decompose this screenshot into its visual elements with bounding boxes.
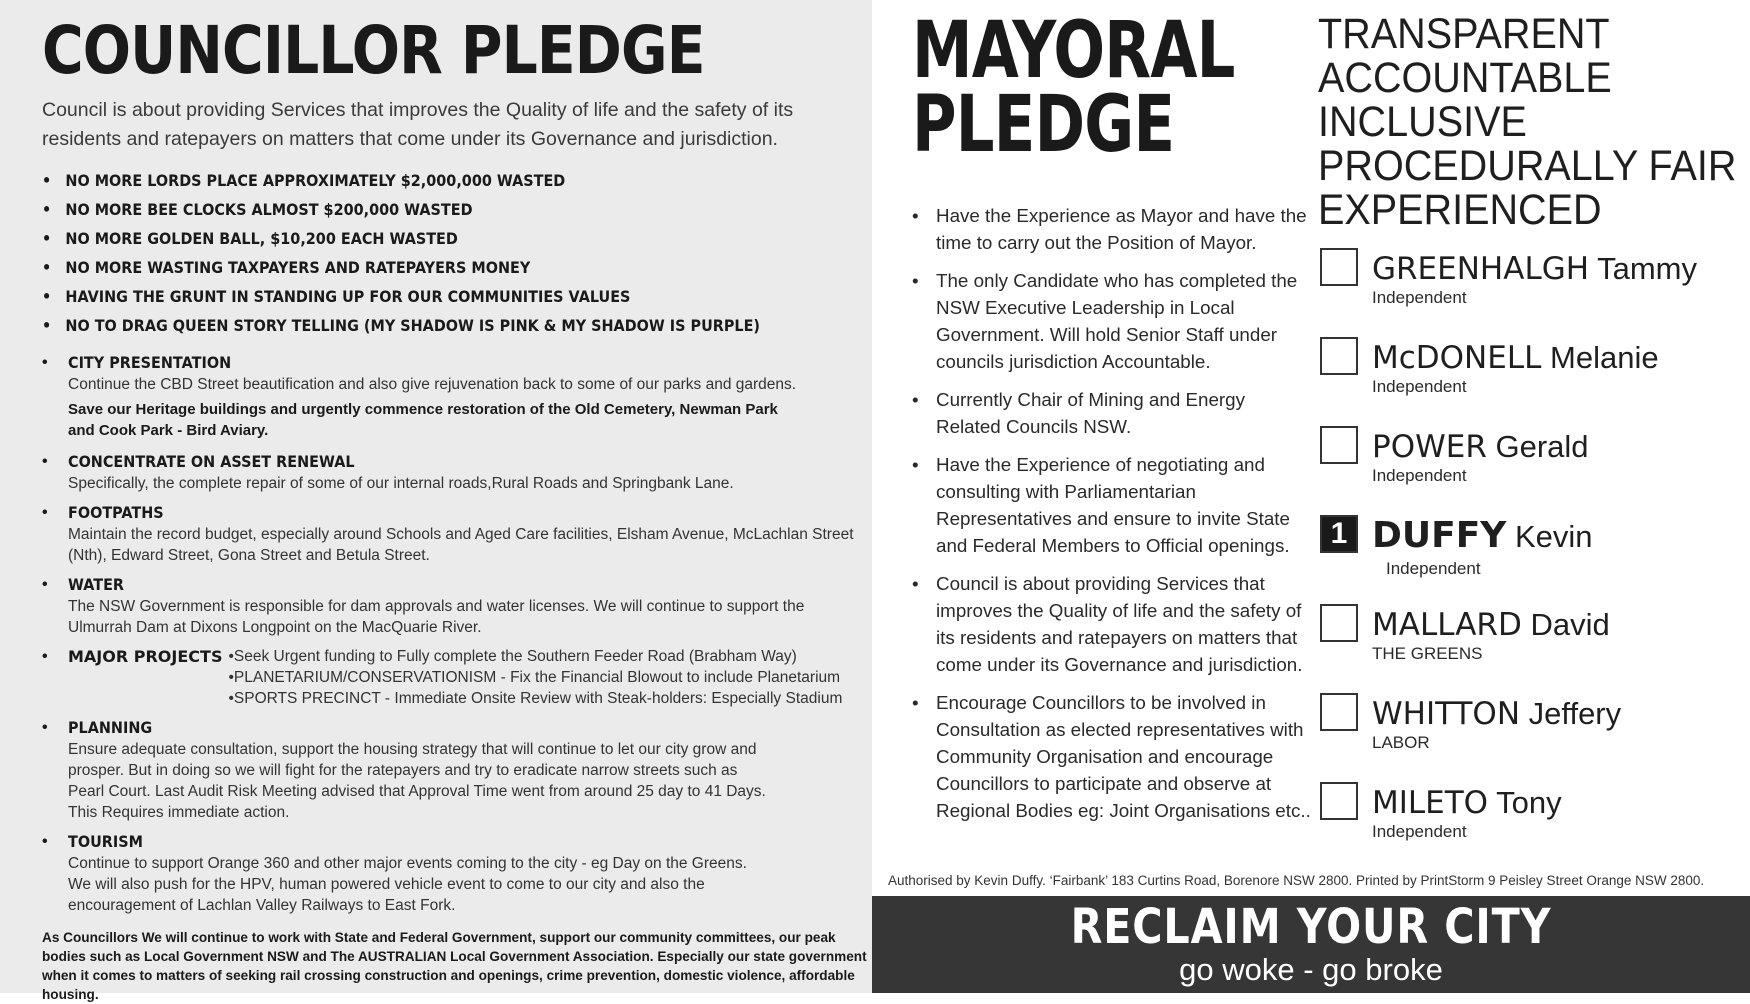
project-item: • Seek Urgent funding to Fully complete the Southern Feeder Road (Brabham Way) bbox=[228, 646, 842, 667]
mayoral-point: • Have the Experience as Mayor and have the time to carry out the Position of Mayor. bbox=[912, 202, 1312, 256]
candidate-row-selected bbox=[1318, 511, 1748, 600]
banner-title: RECLAIM YOUR CITY bbox=[1070, 899, 1552, 955]
bullet-item: • NO TO DRAG QUEEN STORY TELLING (MY SHADOW IS PINK & MY SHADOW IS PURPLE) bbox=[42, 311, 789, 340]
section-footpaths bbox=[42, 502, 872, 566]
section-planning bbox=[42, 717, 872, 823]
section-tourism bbox=[42, 831, 872, 916]
vote-checkbox[interactable] bbox=[1320, 337, 1358, 375]
councillor-intro: Council is about providing Services that improves the Quality of life and the safety of its residents and ratepayers on matters that come under its Governance and jurisdiction. bbox=[42, 99, 794, 150]
bullet-item: • HAVING THE GRUNT IN STANDING UP FOR OUR COMMUNITIES VALUES bbox=[42, 282, 789, 311]
candidate-given-name: Kevin bbox=[1515, 519, 1593, 554]
section-city-presentation bbox=[42, 352, 872, 441]
candidate-row bbox=[1318, 244, 1748, 333]
mayoral-point: • The only Candidate who has completed the NSW Executive Leadership in Local Government. Will hold Senior Staff under councils jurisdiction Accountable. bbox=[912, 267, 1312, 375]
section-heading: • WATER bbox=[68, 575, 125, 594]
major-projects-list bbox=[228, 646, 842, 709]
vote-checkbox[interactable] bbox=[1320, 248, 1358, 286]
ballot-panel bbox=[1318, 12, 1748, 867]
vote-checkbox[interactable] bbox=[1320, 604, 1358, 642]
banner-subtitle: go woke - go broke bbox=[1179, 952, 1443, 987]
candidate-given-name: David bbox=[1530, 607, 1610, 642]
section-body-line: Pearl Court. Last Audit Risk Meeting advised that Approval Time went from around 25 day to 41 Days. bbox=[68, 783, 766, 800]
vote-checkbox[interactable] bbox=[1320, 426, 1358, 464]
project-item: • PLANETARIUM/CONSERVATIONISM - Fix the Financial Blowout to include Planetarium bbox=[228, 667, 842, 688]
candidate-name bbox=[1372, 697, 1621, 731]
mayoral-pledge-title bbox=[912, 6, 1235, 170]
mayoral-title-line: PLEDGE bbox=[912, 80, 1175, 170]
project-item: • SPORTS PRECINCT - Immediate Onsite Review with Steak-holders: Especially Stadium bbox=[228, 688, 842, 709]
mayoral-point: • Currently Chair of Mining and Energy Related Councils NSW. bbox=[912, 386, 1312, 440]
section-bold-line: and Cook Park - Bird Aviary. bbox=[68, 422, 269, 439]
candidate-name bbox=[1372, 341, 1659, 375]
mayoral-point: • Have the Experience of negotiating and consulting with Parliamentarian Representatives and ensure to invite State and Federal Members to Official openings. bbox=[912, 451, 1312, 559]
mayoral-point: • Council is about providing Services that improves the Quality of life and the safety of its residents and ratepayers on matters that come under its Governance and jurisdiction. bbox=[912, 570, 1312, 678]
vote-checkbox-marked[interactable]: 1 bbox=[1320, 515, 1358, 553]
mayoral-points-list bbox=[912, 202, 1312, 824]
candidate-name bbox=[1372, 786, 1562, 820]
candidate-party: Independent bbox=[1372, 377, 1467, 396]
candidate-given-name: Gerald bbox=[1495, 429, 1589, 464]
candidate-name bbox=[1372, 608, 1610, 642]
section-heading: • FOOTPATHS bbox=[68, 503, 164, 522]
section-heading: • CITY PRESENTATION bbox=[68, 353, 232, 372]
candidate-party: Independent bbox=[1372, 466, 1467, 485]
councillor-bullet-list bbox=[42, 166, 872, 340]
mayoral-title-line: MAYORAL bbox=[912, 6, 1235, 96]
value-item: ACCOUNTABLE bbox=[1318, 54, 1612, 102]
section-heading: • CONCENTRATE ON ASSET RENEWAL bbox=[68, 452, 355, 471]
section-asset-renewal bbox=[42, 451, 872, 494]
vote-checkbox[interactable] bbox=[1320, 693, 1358, 731]
mayoral-point: • Encourage Councillors to be involved in Consultation as elected representatives with Community Organisation and encourage Councillors to participate and observe at Regional Bodies eg: Joint Organisations etc.. bbox=[912, 689, 1312, 824]
candidate-party: Independent bbox=[1386, 559, 1481, 578]
bullet-item: • NO MORE LORDS PLACE APPROXIMATELY $2,000,000 WASTED bbox=[42, 166, 789, 195]
candidate-row bbox=[1318, 778, 1748, 867]
bullet-item: • NO MORE BEE CLOCKS ALMOST $200,000 WASTED bbox=[42, 195, 789, 224]
section-bold-line: Save our Heritage buildings and urgently commence restoration of the Old Cemetery, Newman Park bbox=[68, 401, 778, 418]
candidate-given-name: Jeffery bbox=[1528, 696, 1622, 731]
section-body-line: Ensure adequate consultation, support the housing strategy that will continue to let our city grow and bbox=[68, 741, 757, 758]
section-body-line: encouragement of Lachlan Valley Railways to East Fork. bbox=[68, 897, 456, 914]
section-water bbox=[42, 574, 872, 638]
councillor-pledge-title: COUNCILLOR PLEDGE bbox=[42, 12, 705, 89]
candidate-row bbox=[1318, 689, 1748, 778]
candidate-surname: GREENHALGH bbox=[1372, 251, 1590, 287]
councillor-footer-statement: As Councillors We will continue to work with State and Federal Government, support our community committees, our peak bodies such as Local Government NSW and The AUSTRALIAN Local Government Association. Especially our state government when it comes to matters of seeking rail crossing construction and openings, crime prevention, domestic violence, affordable housing. bbox=[42, 930, 867, 1002]
section-heading: • PLANNING bbox=[68, 718, 153, 737]
candidate-name bbox=[1372, 515, 1593, 556]
section-body-line: We will also push for the HPV, human powered vehicle event to come to our city and also the bbox=[68, 876, 705, 893]
section-body: Maintain the record budget, especially around Schools and Aged Care facilities, Elsham Avenue, McLachlan Street (Nth), Edward Street, Gona Street and Betula Street. bbox=[68, 526, 854, 564]
mayoral-pledge-panel bbox=[872, 0, 1312, 880]
candidate-surname: DUFFY bbox=[1372, 515, 1507, 556]
candidate-party: Independent bbox=[1372, 822, 1467, 841]
section-major-projects bbox=[42, 646, 872, 709]
candidate-surname: MILETO bbox=[1372, 785, 1489, 821]
value-item: INCLUSIVE bbox=[1318, 98, 1527, 146]
candidate-name bbox=[1372, 252, 1697, 286]
candidate-row bbox=[1318, 422, 1748, 511]
section-heading: • MAJOR PROJECTS bbox=[68, 647, 223, 666]
candidate-row bbox=[1318, 600, 1748, 689]
candidate-surname: POWER bbox=[1372, 429, 1487, 465]
bullet-item: • NO MORE WASTING TAXPAYERS AND RATEPAYERS MONEY bbox=[42, 253, 789, 282]
vote-checkbox[interactable] bbox=[1320, 782, 1358, 820]
candidate-party: LABOR bbox=[1372, 733, 1430, 752]
section-body: The NSW Government is responsible for dam approvals and water licenses. We will continue to support the Ulmurrah Dam at Dixons Longpoint on the MacQuarie River. bbox=[68, 598, 805, 636]
values-list bbox=[1318, 12, 1748, 232]
candidate-party: THE GREENS bbox=[1372, 644, 1483, 663]
candidate-list bbox=[1318, 244, 1748, 867]
section-body-line: Continue to support Orange 360 and other major events coming to the city - eg Day on the Greens. bbox=[68, 855, 747, 872]
candidate-name bbox=[1372, 430, 1589, 464]
candidate-surname: WHITTON bbox=[1372, 696, 1521, 732]
candidate-surname: McDONELL bbox=[1372, 340, 1542, 376]
section-body-line: prosper. But in doing so we will fight for the ratepayers and try to eradicate narrow streets such as bbox=[68, 762, 738, 779]
councillor-pledge-panel bbox=[0, 0, 872, 1002]
slogan-banner bbox=[872, 896, 1750, 993]
value-item: TRANSPARENT bbox=[1318, 10, 1610, 58]
candidate-given-name: Tony bbox=[1496, 785, 1562, 820]
candidate-row bbox=[1318, 333, 1748, 422]
candidate-given-name: Tammy bbox=[1597, 251, 1697, 286]
section-body-line: This Requires immediate action. bbox=[68, 804, 290, 821]
bullet-item: • NO MORE GOLDEN BALL, $10,200 EACH WASTED bbox=[42, 224, 789, 253]
candidate-surname: MALLARD bbox=[1372, 607, 1522, 643]
candidate-party: Independent bbox=[1372, 288, 1467, 307]
section-body: Continue the CBD Street beautification and also give rejuvenation back to some of our parks and gardens. bbox=[68, 376, 797, 393]
section-heading: • TOURISM bbox=[68, 832, 143, 851]
section-body: Specifically, the complete repair of some of our internal roads,Rural Roads and Springbank Lane. bbox=[68, 475, 734, 492]
candidate-given-name: Melanie bbox=[1550, 340, 1659, 375]
value-item: EXPERIENCED bbox=[1318, 186, 1602, 234]
value-item: PROCEDURALLY FAIR bbox=[1318, 142, 1737, 190]
authorisation-statement: Authorised by Kevin Duffy. ‘Fairbank’ 183 Curtins Road, Borenore NSW 2800. Printed by PrintStorm 9 Peisley Street Orange NSW 2800. bbox=[888, 873, 1705, 888]
